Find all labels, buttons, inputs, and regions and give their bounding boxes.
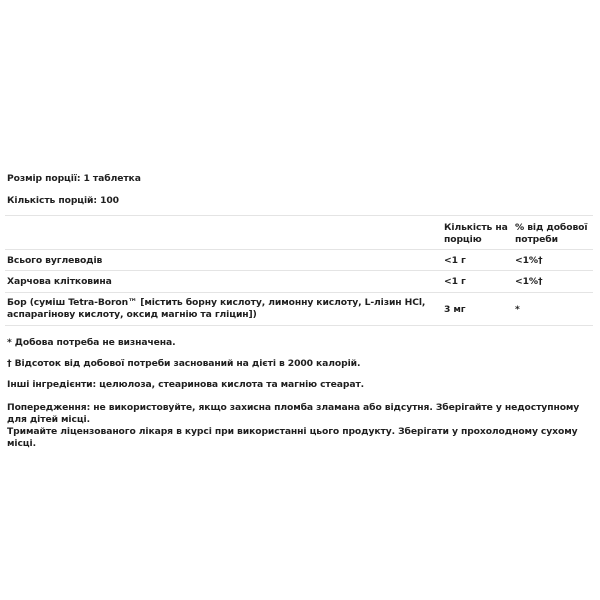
header-daily-value-line2: потреби: [515, 234, 558, 245]
warning-text: [7, 402, 597, 450]
footnote-percent-daily-value: † Відсоток від добової потреби заснований на дієті в 2000 калорій.: [7, 358, 361, 369]
footnote-daily-value-not-established: * Добова потреба не визначена.: [7, 337, 176, 348]
nutrient-name: Харчова клітковина: [7, 276, 112, 287]
header-daily-value-line1: % від добової: [515, 222, 588, 233]
table-divider: [5, 270, 593, 271]
serving-size: Розмір порції: 1 таблетка: [7, 173, 141, 184]
nutrient-amount: 3 мг: [444, 304, 466, 315]
nutrient-amount: <1 г: [444, 276, 466, 287]
header-amount-line2: порцію: [444, 234, 482, 245]
header-amount-per-serving: [444, 222, 512, 246]
nutrient-name-line1: Бор (суміш Tetra-Boron™ [містить борну кислоту, лимонну кислоту, L-лізин HCl,: [7, 297, 426, 308]
nutrient-name: [7, 297, 437, 321]
nutrient-daily-value: *: [515, 304, 520, 315]
warning-line2: Тримайте ліцензованого лікаря в курсі при використанні цього продукту. Зберігати у прохолодному сухому місці.: [7, 426, 578, 449]
nutrient-daily-value: <1%†: [515, 255, 543, 266]
table-divider: [5, 249, 593, 250]
nutrient-name: Всього вуглеводів: [7, 255, 103, 266]
other-ingredients: Інші інгредієнти: целюлоза, стеаринова кислота та магнію стеарат.: [7, 379, 365, 390]
nutrient-amount: <1 г: [444, 255, 466, 266]
table-divider: [5, 292, 593, 293]
table-divider: [5, 325, 593, 326]
warning-line1: Попередження: не використовуйте, якщо захисна пломба зламана або відсутня. Зберігайте у недоступному для дітей місці.: [7, 402, 580, 425]
nutrient-name-line2: аспарагінову кислоту, оксид магнію та гліцин]): [7, 309, 257, 320]
table-divider: [5, 215, 593, 216]
nutrient-daily-value: <1%†: [515, 276, 543, 287]
header-amount-line1: Кількість на: [444, 222, 508, 233]
servings-per-container: Кількість порцій: 100: [7, 195, 119, 206]
header-daily-value: [515, 222, 593, 246]
